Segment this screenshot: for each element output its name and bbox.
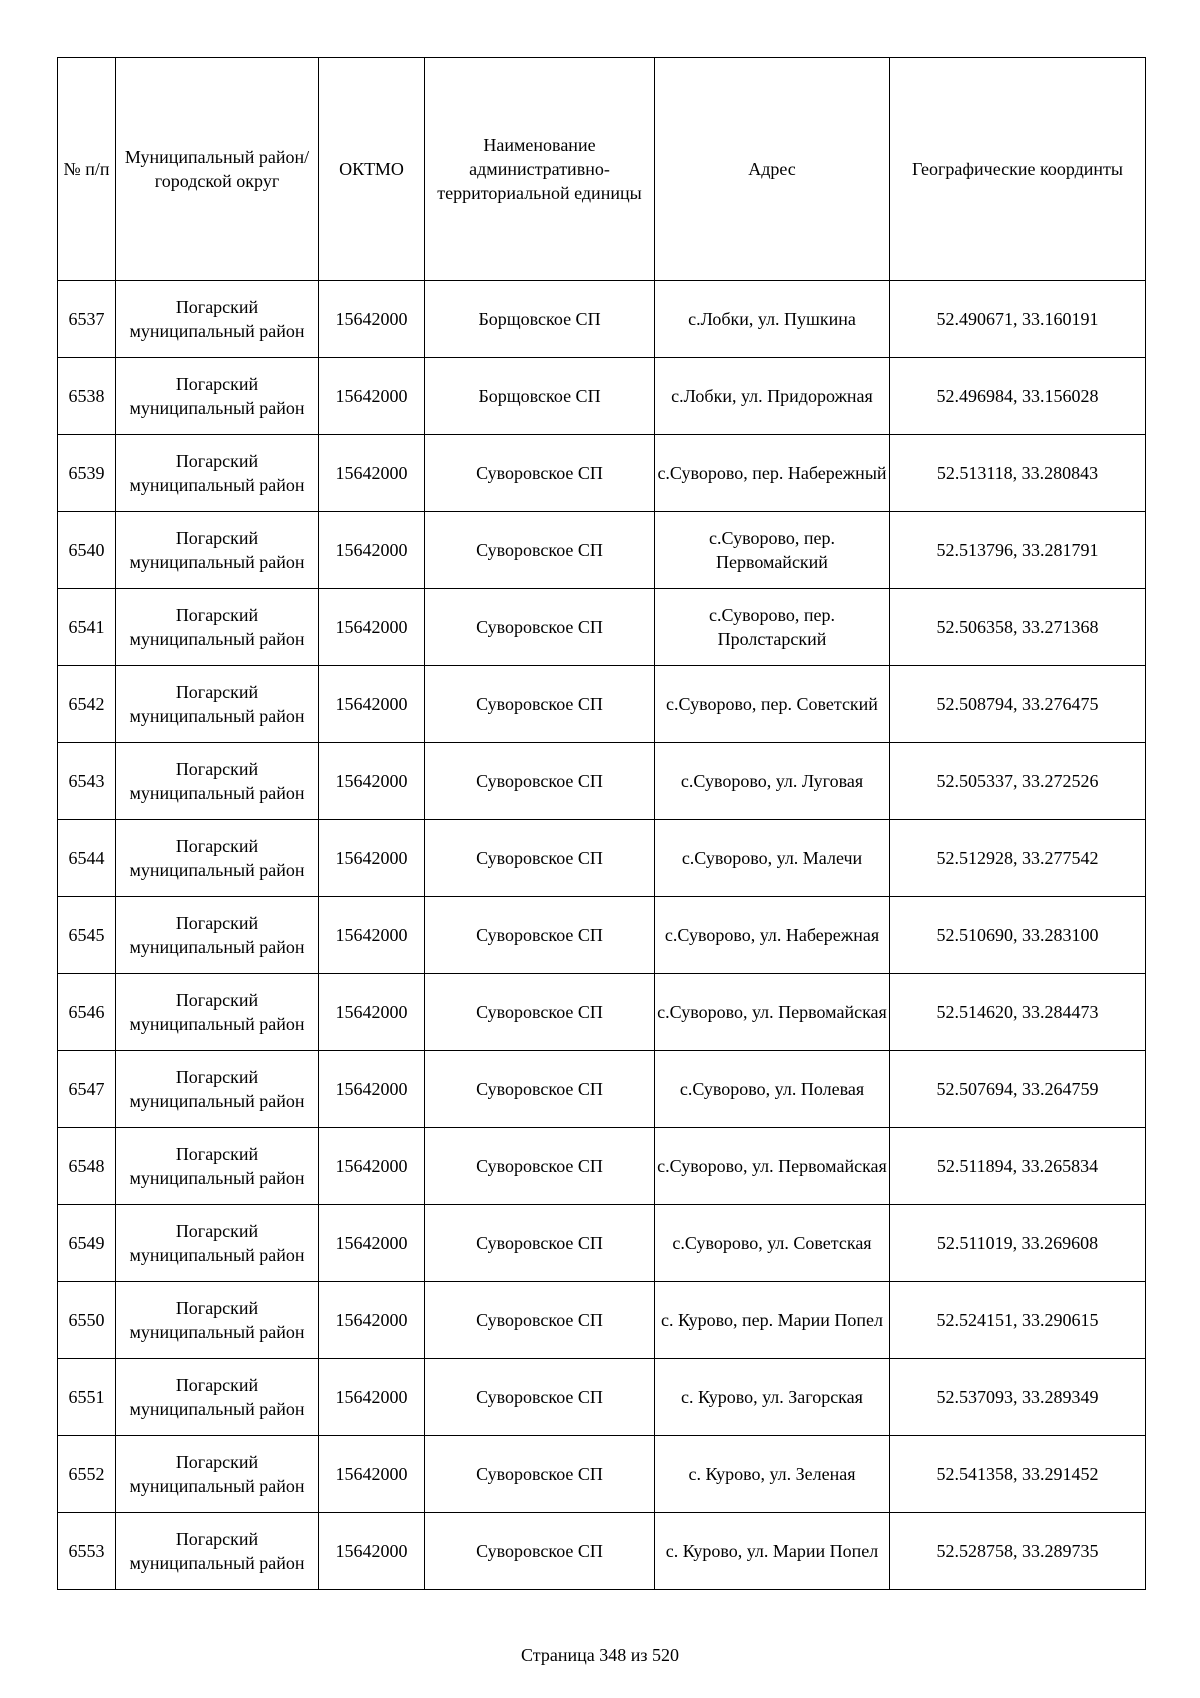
cell-unit-name: Суворовское СП [425,1359,655,1436]
cell-oktmo: 15642000 [319,1436,425,1513]
cell-number: 6542 [58,666,116,743]
cell-coordinates: 52.508794, 33.276475 [890,666,1146,743]
cell-number: 6539 [58,435,116,512]
cell-unit-name: Суворовское СП [425,820,655,897]
cell-oktmo: 15642000 [319,589,425,666]
cell-unit-name: Суворовское СП [425,1513,655,1590]
cell-address: с.Суворово, ул. Советская [655,1205,890,1282]
cell-district: Погарский муниципальный район [116,1205,319,1282]
cell-number: 6547 [58,1051,116,1128]
cell-number: 6551 [58,1359,116,1436]
table-row [58,743,1146,820]
cell-address: с.Суворово, пер. Первомайский [655,512,890,589]
table-row [58,897,1146,974]
cell-district: Погарский муниципальный район [116,897,319,974]
cell-address: с.Суворово, ул. Луговая [655,743,890,820]
cell-coordinates: 52.506358, 33.271368 [890,589,1146,666]
cell-oktmo: 15642000 [319,743,425,820]
cell-coordinates: 52.537093, 33.289349 [890,1359,1146,1436]
cell-address: с.Лобки, ул. Пушкина [655,281,890,358]
cell-address: с.Суворово, ул. Первомайская [655,974,890,1051]
table-row [58,512,1146,589]
cell-unit-name: Суворовское СП [425,666,655,743]
cell-number: 6543 [58,743,116,820]
cell-number: 6545 [58,897,116,974]
table-row [58,1282,1146,1359]
cell-address: с.Суворово, ул. Набережная [655,897,890,974]
table-row [58,435,1146,512]
cell-unit-name: Суворовское СП [425,1051,655,1128]
cell-address: с.Суворово, пер. Советский [655,666,890,743]
table-row [58,1359,1146,1436]
cell-district: Погарский муниципальный район [116,512,319,589]
cell-oktmo: 15642000 [319,1128,425,1205]
cell-number: 6544 [58,820,116,897]
cell-coordinates: 52.513118, 33.280843 [890,435,1146,512]
cell-district: Погарский муниципальный район [116,974,319,1051]
header-cell-oktmo: ОКТМО [319,58,425,281]
cell-district: Погарский муниципальный район [116,820,319,897]
cell-coordinates: 52.514620, 33.284473 [890,974,1146,1051]
cell-oktmo: 15642000 [319,435,425,512]
cell-district: Погарский муниципальный район [116,1513,319,1590]
cell-address: с. Курово, ул. Марии Попел [655,1513,890,1590]
cell-district: Погарский муниципальный район [116,358,319,435]
header-cell-number: № п/п [58,58,116,281]
cell-coordinates: 52.511019, 33.269608 [890,1205,1146,1282]
cell-district: Погарский муниципальный район [116,589,319,666]
table-row [58,1205,1146,1282]
table-row [58,820,1146,897]
table-row [58,281,1146,358]
cell-address: с. Курово, пер. Марии Попел [655,1282,890,1359]
cell-oktmo: 15642000 [319,897,425,974]
cell-coordinates: 52.496984, 33.156028 [890,358,1146,435]
cell-district: Погарский муниципальный район [116,1128,319,1205]
cell-coordinates: 52.524151, 33.290615 [890,1282,1146,1359]
header-cell-district: Муниципальный район/городской округ [116,58,319,281]
cell-address: с.Суворово, ул. Малечи [655,820,890,897]
cell-unit-name: Суворовское СП [425,1128,655,1205]
cell-district: Погарский муниципальный район [116,281,319,358]
cell-district: Погарский муниципальный район [116,1436,319,1513]
table-row [58,589,1146,666]
table-row [58,358,1146,435]
table-row [58,974,1146,1051]
cell-coordinates: 52.511894, 33.265834 [890,1128,1146,1205]
cell-number: 6540 [58,512,116,589]
cell-number: 6552 [58,1436,116,1513]
cell-unit-name: Суворовское СП [425,1282,655,1359]
cell-number: 6546 [58,974,116,1051]
cell-coordinates: 52.512928, 33.277542 [890,820,1146,897]
cell-oktmo: 15642000 [319,1513,425,1590]
cell-coordinates: 52.541358, 33.291452 [890,1436,1146,1513]
table-row [58,1051,1146,1128]
cell-district: Погарский муниципальный район [116,1282,319,1359]
table-body [58,281,1146,1590]
cell-address: с.Суворово, ул. Первомайская [655,1128,890,1205]
cell-unit-name: Суворовское СП [425,512,655,589]
cell-coordinates: 52.510690, 33.283100 [890,897,1146,974]
cell-coordinates: 52.507694, 33.264759 [890,1051,1146,1128]
table-row [58,666,1146,743]
cell-unit-name: Суворовское СП [425,743,655,820]
cell-district: Погарский муниципальный район [116,666,319,743]
header-row [58,58,1146,281]
cell-number: 6538 [58,358,116,435]
cell-oktmo: 15642000 [319,1051,425,1128]
cell-unit-name: Суворовское СП [425,1436,655,1513]
cell-address: с. Курово, ул. Загорская [655,1359,890,1436]
cell-coordinates: 52.505337, 33.272526 [890,743,1146,820]
cell-oktmo: 15642000 [319,666,425,743]
cell-coordinates: 52.528758, 33.289735 [890,1513,1146,1590]
cell-oktmo: 15642000 [319,512,425,589]
cell-address: с. Курово, ул. Зеленая [655,1436,890,1513]
header-cell-address: Адрес [655,58,890,281]
cell-unit-name: Суворовское СП [425,974,655,1051]
cell-number: 6537 [58,281,116,358]
registry-table [57,57,1146,1590]
cell-oktmo: 15642000 [319,358,425,435]
cell-address: с.Суворово, пер. Набережный [655,435,890,512]
cell-oktmo: 15642000 [319,820,425,897]
cell-unit-name: Суворовское СП [425,897,655,974]
cell-coordinates: 52.513796, 33.281791 [890,512,1146,589]
cell-unit-name: Суворовское СП [425,589,655,666]
cell-oktmo: 15642000 [319,1205,425,1282]
cell-oktmo: 15642000 [319,281,425,358]
cell-number: 6553 [58,1513,116,1590]
cell-address: с.Суворово, ул. Полевая [655,1051,890,1128]
page-number-footer: Страница 348 из 520 [521,1645,679,1665]
cell-oktmo: 15642000 [319,1282,425,1359]
header-cell-unit-name: Наименование административно-территориальной единицы [425,58,655,281]
table-row [58,1128,1146,1205]
table-row [58,1436,1146,1513]
cell-number: 6548 [58,1128,116,1205]
cell-district: Погарский муниципальный район [116,743,319,820]
header-cell-coordinates: Географические координты [890,58,1146,281]
cell-unit-name: Суворовское СП [425,1205,655,1282]
cell-district: Погарский муниципальный район [116,1359,319,1436]
cell-unit-name: Борщовское СП [425,358,655,435]
cell-number: 6550 [58,1282,116,1359]
cell-district: Погарский муниципальный район [116,435,319,512]
cell-number: 6549 [58,1205,116,1282]
cell-district: Погарский муниципальный район [116,1051,319,1128]
cell-address: с.Лобки, ул. Придорожная [655,358,890,435]
cell-coordinates: 52.490671, 33.160191 [890,281,1146,358]
table-header [58,58,1146,281]
cell-unit-name: Суворовское СП [425,435,655,512]
cell-number: 6541 [58,589,116,666]
cell-oktmo: 15642000 [319,1359,425,1436]
cell-address: с.Суворово, пер. Пролстарский [655,589,890,666]
table-row [58,1513,1146,1590]
cell-unit-name: Борщовское СП [425,281,655,358]
cell-oktmo: 15642000 [319,974,425,1051]
